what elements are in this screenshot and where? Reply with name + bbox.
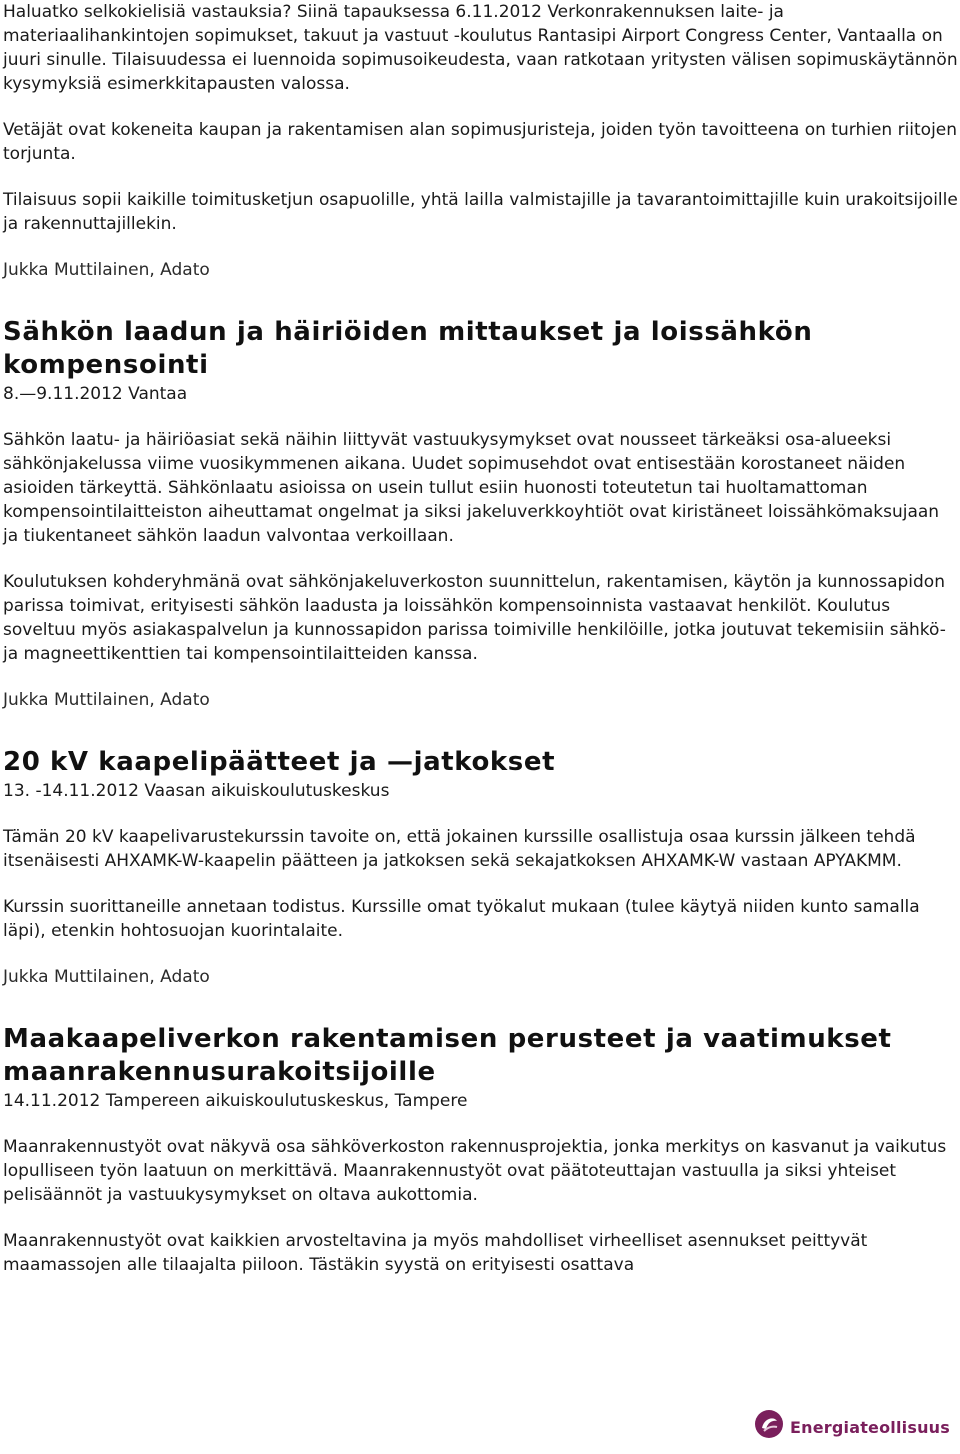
energiateollisuus-logo (754, 1409, 950, 1446)
logo-text: Energiateollisuus (790, 1417, 950, 1437)
section-title: Sähkön laadun ja häiriöiden mittaukset ja loissähkön kompensointi (3, 317, 813, 380)
section-author: Jukka Muttilainen, Adato (3, 967, 210, 987)
section-power-quality (3, 316, 958, 712)
section-paragraph: Koulutuksen kohderyhmänä ovat sähkönjakeluverkoston suunnittelun, rakentamisen, käytön ja kunnossapidon parissa toimivat, erityisesti sähkön laadusta ja loissähkön kompensoinnista vastaavat henkilöt. Koulutus soveltuu myös asiakaspalvelun ja kunnossapidon parissa toimiville henkilöille, jotka joutuvat tekemisiin sähkö- ja magneettikenttien tai kompensointilaitteiden kanssa. (3, 572, 946, 664)
section-paragraph: Tämän 20 kV kaapelivarustekurssin tavoite on, että jokainen kurssille osallistuja osaa kurssin jälkeen tehdä itsenäisesti AHXAMK-W-kaapelin päätteen ja jatkoksen sekä sekajatkoksen AHXAMK-W vastaan APYAKMM. (3, 827, 916, 871)
section-title: 20 kV kaapelipäätteet ja —jatkokset (3, 747, 556, 777)
section-underground-cable (3, 1023, 958, 1277)
intro-paragraph-2: Vetäjät ovat kokeneita kaupan ja rakentamisen alan sopimusjuristeja, joiden työn tavoitteena on turhien riitojen torjunta. (3, 120, 958, 164)
document-page (3, 0, 958, 1299)
section-paragraph: Sähkön laatu- ja häiriöasiat sekä näihin liittyvät vastuukysymykset ovat nousseet tärkeäksi osa-alueeksi sähkönjakelussa viime vuosikymmenen aikana. Uudet sopimusehdot ovat entisestään korostaneet näiden asioiden tärkeyttä. Sähkönlaatu asioissa on usein tullut esiin huonosti toteutetun tai huoltamattoman kompensointilaitteiston aiheuttamat ongelmat ja siksi jakeluverkkoyhtiöt ovat kiristäneet loissähkömaksujaan ja tiukentaneet sähkön laadun valvontaa verkoillaan. (3, 430, 940, 546)
intro-paragraph-1: Haluatko selkokielisiä vastauksia? Siinä tapauksessa 6.11.2012 Verkonrakennuksen laite- ja materiaalihankintojen sopimukset, takuut ja vastuut -koulutus Rantasipi Airport Congress Center, Vantaalla on juuri sinulle. Tilaisuudessa ei luennoida sopimusoikeudesta, vaan ratkotaan yritysten välisen sopimuskäytännön kysymyksiä esimerkkitapausten valossa. (3, 2, 958, 94)
section-date: 13. -14.11.2012 Vaasan aikuiskoulutuskeskus (3, 781, 390, 801)
intro-author: Jukka Muttilainen, Adato (3, 260, 210, 280)
intro-paragraph-3: Tilaisuus sopii kaikille toimitusketjun osapuolille, yhtä lailla valmistajille ja tavarantoimittajille kuin urakoitsijoille ja rakennuttajillekin. (3, 190, 958, 234)
section-paragraph: Kurssin suorittaneille annetaan todistus. Kurssille omat työkalut mukaan (tulee käytyä niiden kunto samalla läpi), etenkin hohtosuojan kuorintalaite. (3, 897, 920, 941)
section-author: Jukka Muttilainen, Adato (3, 690, 210, 710)
section-paragraph: Maanrakennustyöt ovat näkyvä osa sähköverkoston rakennusprojektia, jonka merkitys on kasvanut ja vaikutus lopulliseen työn laatuun on merkittävä. Maanrakennustyöt ovat päätoteuttajan vastuulla ja siksi yhteiset pelisäännöt ja vastuukysymykset on oltava aukottomia. (3, 1137, 947, 1205)
section-title: Maakaapeliverkon rakentamisen perusteet ja vaatimukset maanrakennusurakoitsijoille (3, 1024, 892, 1087)
section-paragraph: Maanrakennustyöt ovat kaikkien arvosteltavina ja myös mahdolliset virheelliset asennukset peittyvät maamassojen alle tilaajalta piiloon. Tästäkin syystä on erityisesti osattava (3, 1231, 868, 1275)
energiateollisuus-logo-icon (754, 1409, 784, 1446)
section-date: 14.11.2012 Tampereen aikuiskoulutuskeskus, Tampere (3, 1091, 468, 1111)
section-date: 8.—9.11.2012 Vantaa (3, 384, 188, 404)
section-cable-terminations (3, 746, 958, 989)
